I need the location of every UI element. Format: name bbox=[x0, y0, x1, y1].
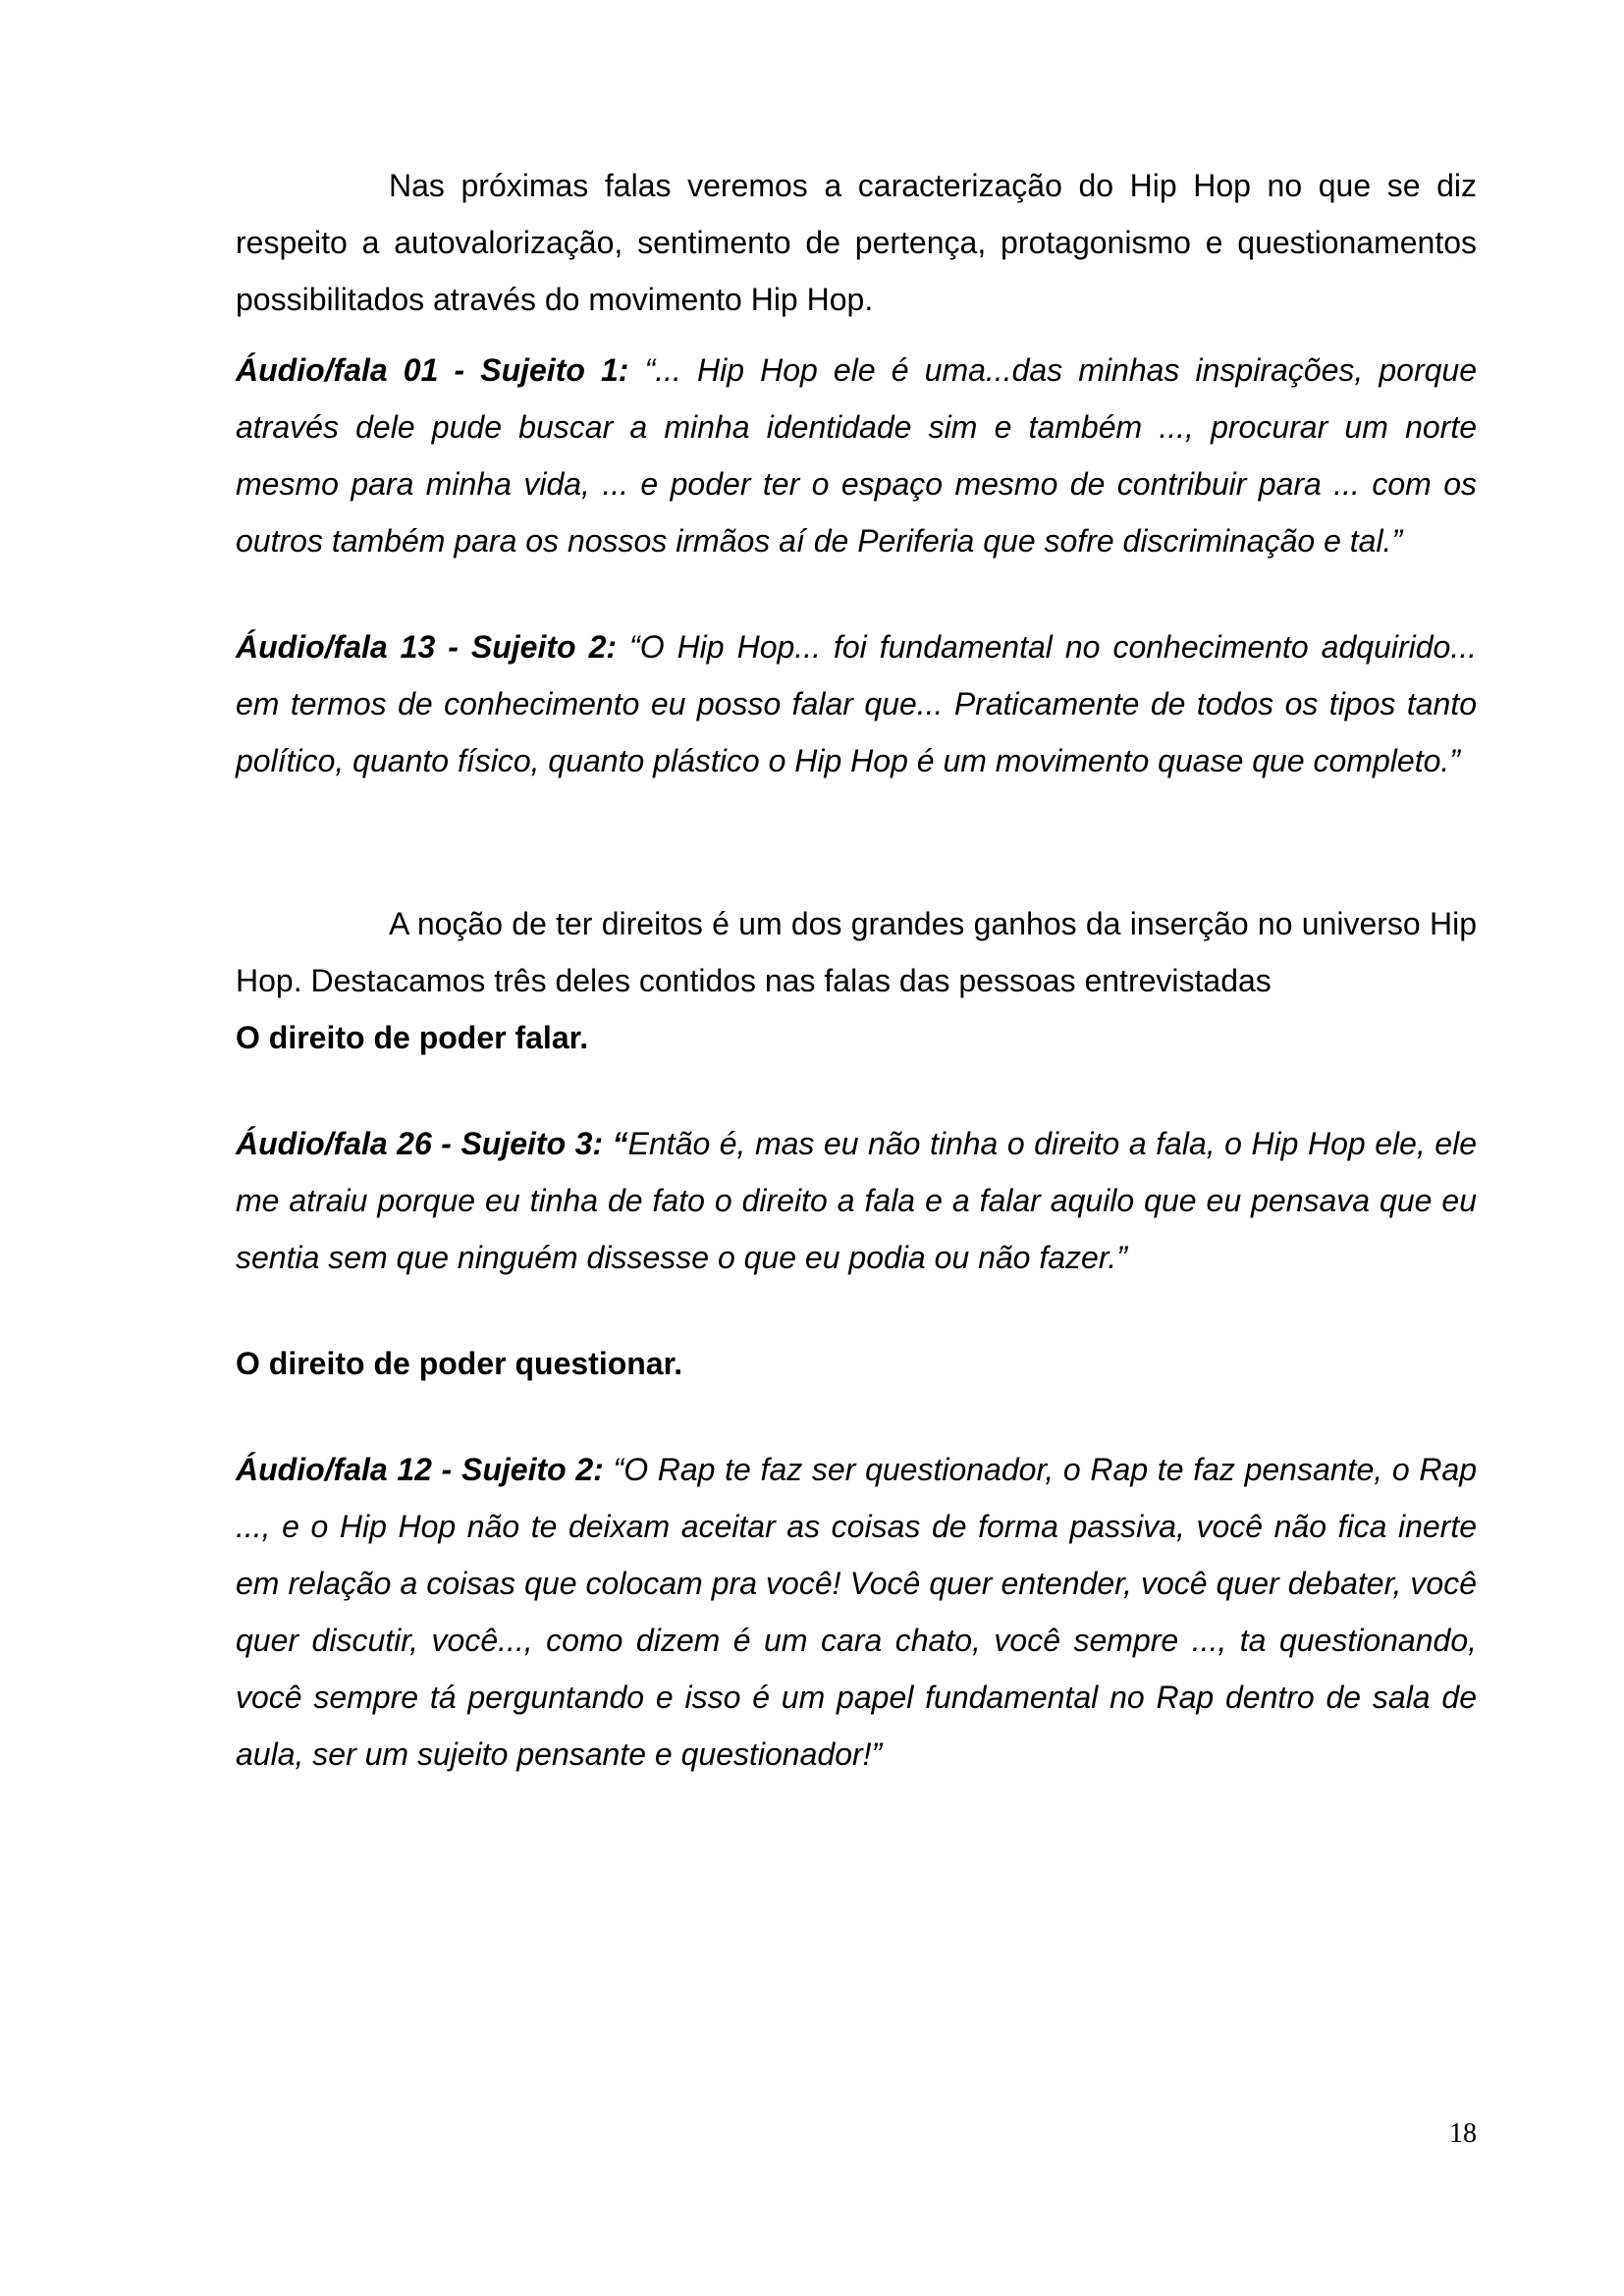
quote-2 bbox=[236, 618, 1477, 789]
quote-1 bbox=[236, 342, 1477, 569]
heading-right-to-question: O direito de poder questionar. bbox=[236, 1346, 683, 1381]
quote-3-text: Então é, mas eu não tinha o direito a fala, o Hip Hop ele, ele me atraiu porque eu tinha de fato o direito a fala e a falar aquilo que eu pensava que eu sentia sem que ninguém dissesse o que eu podia ou não fazer.” bbox=[236, 1126, 1478, 1275]
document-page bbox=[236, 157, 1477, 1783]
quote-2-speaker: Áudio/fala 13 - Sujeito 2: bbox=[236, 629, 618, 665]
quote-1-text: “... Hip Hop ele é uma...das minhas inspirações, porque através dele pude buscar a minha identidade sim e também ..., procurar um norte mesmo para minha vida, ... e poder ter o espaço mesmo de contribuir para ... com os outros também para os nossos irmãos aí de Periferia que sofre discriminação e tal.” bbox=[236, 352, 1478, 559]
quote-4-text: “O Rap te faz ser questionador, o Rap te faz pensante, o Rap ..., e o Hip Hop não te deixam aceitar as coisas de forma passiva, você não fica inerte em relação a coisas que colocam pra você! Você quer entender, você quer debater, você quer discutir, você..., como dizem é um cara chato, você sempre ..., ta questionando, você sempre tá perguntando e isso é um papel fundamental no Rap dentro de sala de aula, ser um sujeito pensante e questionador!” bbox=[236, 1452, 1478, 1772]
heading-right-to-speak: O direito de poder falar. bbox=[236, 1020, 589, 1055]
quote-3 bbox=[236, 1115, 1477, 1286]
intro-paragraph: Nas próximas falas veremos a caracterização do Hip Hop no que se diz respeito a autovalorização, sentimento de pertença, protagonismo e questionamentos possibilitados através do movimento Hip Hop. bbox=[236, 168, 1477, 317]
quote-4 bbox=[236, 1441, 1477, 1783]
quote-1-speaker: Áudio/fala 01 - Sujeito 1: bbox=[236, 352, 629, 388]
quote-3-speaker: Áudio/fala 26 - Sujeito 3: bbox=[236, 1126, 604, 1161]
rights-paragraph: A noção de ter direitos é um dos grandes ganhos da inserção no universo Hip Hop. Destacamos três deles contidos nas falas das pessoas entrevistadas bbox=[236, 906, 1477, 998]
quote-3-open-mark: “ bbox=[612, 1126, 628, 1161]
quote-4-speaker: Áudio/fala 12 - Sujeito 2: bbox=[236, 1452, 604, 1487]
page-number: 18 bbox=[1449, 2118, 1477, 2149]
quote-2-text: “O Hip Hop... foi fundamental no conhecimento adquirido... em termos de conhecimento eu posso falar que... Praticamente de todos os tipos tanto político, quanto físico, quanto plástico o Hip Hop é um movimento quase que completo.” bbox=[236, 629, 1478, 778]
